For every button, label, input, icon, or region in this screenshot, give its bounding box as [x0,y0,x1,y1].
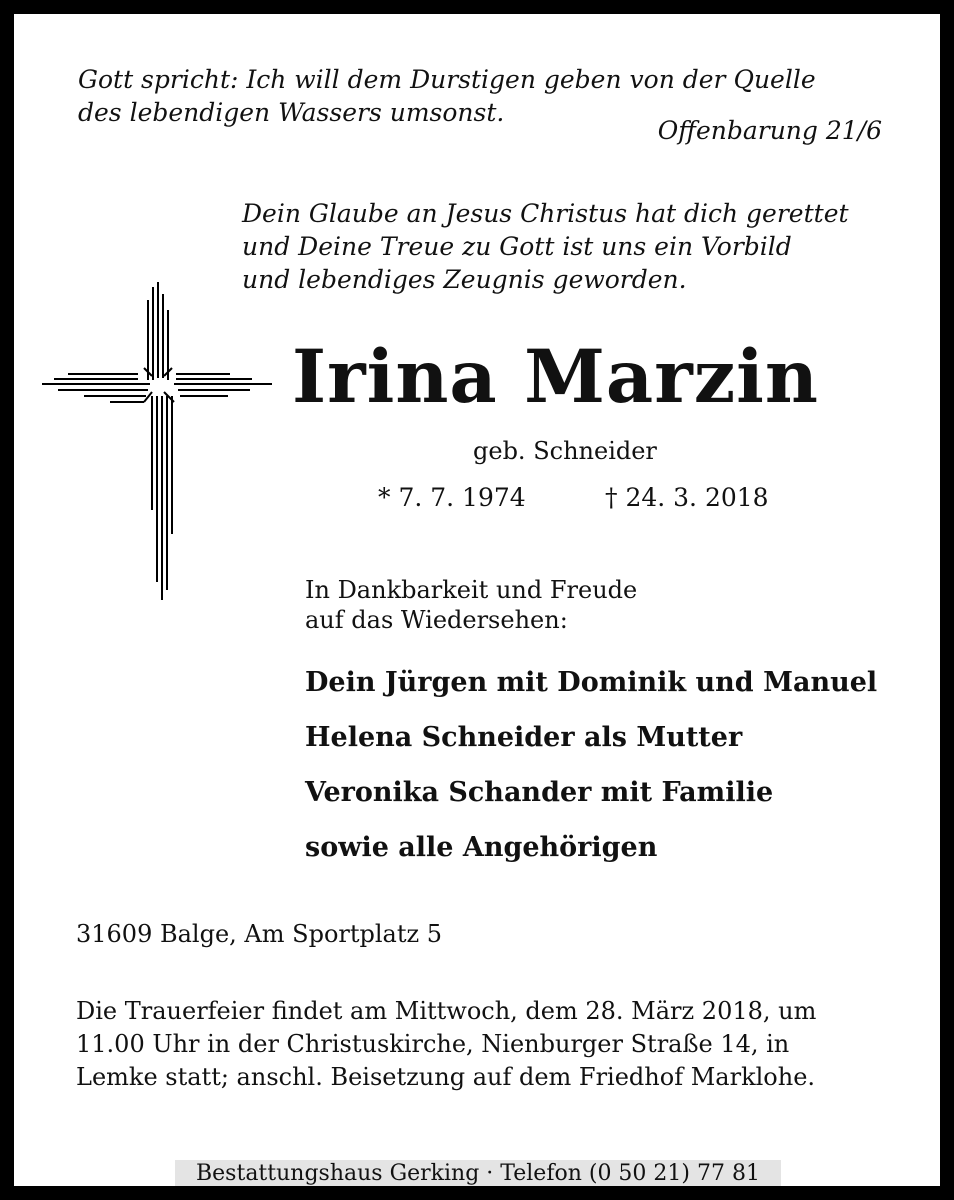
mourner-entry: Helena Schneider als Mutter [305,722,743,753]
thanks-line: In Dankbarkeit und Freude [305,576,638,604]
service-line: Lemke statt; anschl. Beisetzung auf dem Friedhof Marklohe. [76,1063,816,1091]
mourners-list [305,660,877,880]
verse-line: des lebendigen Wassers umsonst. [78,98,505,127]
address: 31609 Balge, Am Sportplatz 5 [76,920,443,948]
quote-line: und lebendiges Zeugnis geworden. [242,265,687,294]
cross-icon [38,282,278,602]
maiden-name: geb. Schneider [473,437,657,465]
mourner-entry: Veronika Schander mit Familie [305,777,774,808]
verse-line: Gott spricht: Ich will dem Durstigen geben von der Quelle [78,65,816,94]
memorial-quote [242,197,849,296]
mourner-entry: sowie alle Angehörigen [305,832,658,863]
funeral-home-footer: Bestattungshaus Gerking · Telefon (0 50 21) 77 81 [175,1160,781,1186]
death-date: † 24. 3. 2018 [605,483,769,512]
thanks-line: auf das Wiedersehen: [305,606,568,634]
service-line: 11.00 Uhr in der Christuskirche, Nienburger Straße 14, in [76,1030,790,1058]
quote-line: und Deine Treue zu Gott ist uns ein Vorbild [242,232,792,261]
funeral-service-info [76,995,816,1094]
verse-reference: Offenbarung 21/6 [657,116,882,145]
quote-line: Dein Glaube an Jesus Christus hat dich gerettet [242,199,849,228]
service-line: Die Trauerfeier findet am Mittwoch, dem 28. März 2018, um [76,997,817,1025]
thanks-text [305,575,637,635]
birth-date: * 7. 7. 1974 [378,483,526,512]
deceased-name: Irina Marzin [292,334,819,420]
mourner-entry: Dein Jürgen mit Dominik und Manuel [305,667,878,698]
